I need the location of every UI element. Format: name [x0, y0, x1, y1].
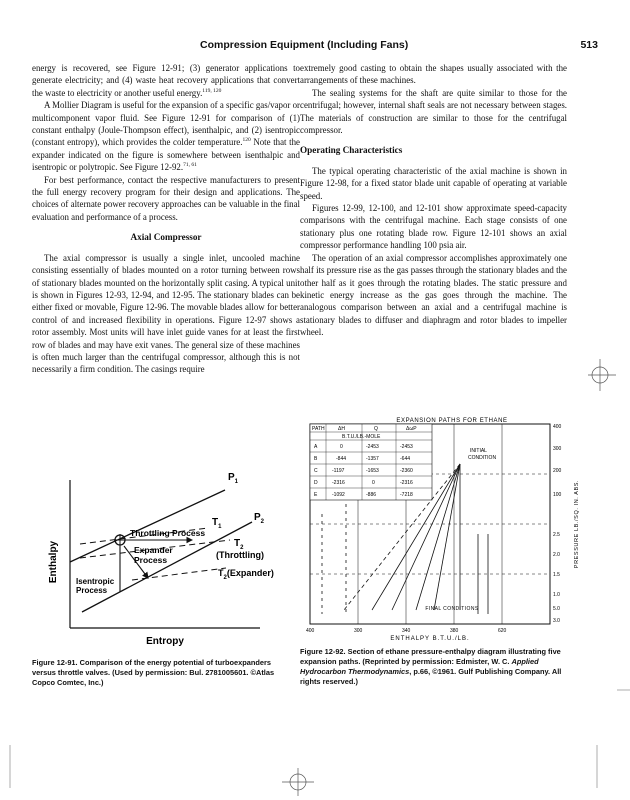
table-cell: -2360 [400, 468, 413, 474]
label-condition: CONDITION [468, 455, 497, 461]
y-tick: 400 [553, 424, 562, 430]
figure-12-91-caption: Figure 12-91. Comparison of the energy potential of turboexpanders versus throttle valves. (Used by permission: Bul. 2781005601. ©Atlas Copco Comtec, Inc.) [32, 658, 275, 687]
page-number: 513 [580, 39, 598, 51]
figure-12-91-diagram [40, 462, 280, 657]
y-ticks [553, 424, 562, 624]
label-isentropic-process: Process [76, 586, 108, 595]
table-cell: C [314, 468, 318, 474]
label-expander: Expander [134, 545, 173, 555]
table-cell: -1357 [366, 456, 379, 462]
y-axis-label: Enthalpy [48, 540, 59, 584]
registration-mark [588, 355, 618, 395]
table-cell: 0 [372, 480, 375, 486]
y-tick: 1.0 [553, 592, 560, 598]
table-cell: -1653 [366, 468, 379, 474]
table-header: ΔωP [406, 426, 417, 432]
x-tick: 380 [450, 628, 459, 634]
left-column [32, 62, 300, 376]
label-t1: $T_1$ [212, 517, 222, 530]
x-axis-label: Entropy [146, 636, 184, 647]
table-cell: -644 [400, 456, 411, 462]
paragraph: energy is recovered, see Figure 12-91; (3) generator applications to generate electricity; and (4) waste heat recovery applications that convert the waste to electricity or another useful energy.$^{119, 120}$ [32, 63, 300, 98]
table-header: PATH [312, 426, 325, 432]
x-tick: 300 [354, 628, 363, 634]
x-ticks [306, 628, 507, 634]
table-cell: D [314, 480, 318, 486]
y-tick: 1.5 [553, 572, 560, 578]
paragraph: Figures 12-99, 12-100, and 12-101 show approximate speed-capacity comparisons with the centrifugal machine. Each stage consists of one stationary plus one rotating blade row. Figure 12-101 shows an axial compressor performance handling 100 psia air. [300, 203, 567, 251]
table-cell: -1092 [332, 492, 345, 498]
paragraph: For best performance, contact the respective manufacturers to present the full energy recovery program for their design and applications. The choices of alternate power recovery approaches can be valuable in the final evaluation and performance of a process. [32, 174, 300, 222]
label-expander-process: Process [134, 555, 168, 565]
y-tick: 300 [553, 446, 562, 452]
label-t2: $T_2$ [234, 538, 244, 551]
label-final: FINAL CONDITIONS [425, 606, 479, 612]
table-cell: -1197 [332, 468, 345, 474]
table-cell: -2453 [400, 444, 413, 450]
y-tick: 200 [553, 468, 562, 474]
running-title: Compression Equipment (Including Fans) [200, 39, 409, 51]
paragraph: The sealing systems for the shaft are quite similar to those for the centrifugal; however, internal shaft seals are not necessary between stages. The materials of construction are similar to those for the centrifugal compressor. [300, 87, 567, 136]
table-cell: -2453 [366, 444, 379, 450]
paragraph: The axial compressor is usually a single inlet, uncooled machine consisting essentially of blades mounted on a rotor turning between rows of stationary blades mounted on the horizontally split casing. A typical unit is shown in Figures 12-93, 12-94, and 12-95. The stationary blades can be either fixed or movable, Figure 12-96. The movable blades allow for better control of and increased flexibility in operations. Figure 12-97 shows a rotor assembly. Most units will have inlet guide vanes for at least the first row of blades and may have exit vanes. The general size of these machines is often much larger than the centrifugal compressor, although this is not necessarily a firm condition. The casings require [32, 252, 300, 375]
x-tick: 620 [498, 628, 507, 634]
table-cell: B [314, 456, 318, 462]
table-cell: -2316 [332, 480, 345, 486]
label-throttling-process: Throttling Process [130, 528, 206, 538]
x-tick: 340 [402, 628, 411, 634]
table-cell: -7218 [400, 492, 413, 498]
table-cell: -886 [366, 492, 377, 498]
table-cell: E [314, 492, 318, 498]
y-tick: 5.0 [553, 606, 560, 612]
y-tick: 2.5 [553, 532, 560, 538]
section-heading: Operating Characteristics [300, 145, 403, 156]
x-axis-label: ENTHALPY B.T.U./LB. [390, 636, 470, 642]
isotherm-t2-expander [132, 568, 226, 580]
table-cell: -844 [336, 456, 347, 462]
y-axis-label: PRESSURE LB./SQ. IN. ABS. [574, 479, 580, 569]
table-header: Q [374, 426, 378, 432]
label-throttling-paren: (Throttling) [216, 550, 264, 560]
paragraph: The operation of an axial compressor accomplishes approximately one half its pressure rise as the gas passes through the stationary blades and the other half as it goes through the rotating blades. The static pressure and kinetic energy increase as the gas goes through the machine. The analogous comparison between an axial and a centrifugal machine is stationary blades to diffuser and diaphragm and rotor blades to impeller wheel. [300, 252, 567, 338]
table-units: B.T.U./LB.-MOLE [342, 434, 381, 440]
expansion-table [310, 424, 432, 500]
y-tick: 3.0 [553, 618, 560, 624]
right-column [300, 62, 567, 339]
label-initial: INITIAL [470, 448, 487, 454]
y-tick: 2.0 [553, 552, 560, 558]
label-p1: $P_1$ [228, 472, 239, 485]
paragraph: A Mollier Diagram is useful for the expansion of a specific gas/vapor or multicomponent vapor fluid. See Figure 12-91 for comparison of (1) constant enthalpy (Joule-Thompson effect), isenthalpic, and (2) isentropic (constant entropy), which provides the colder temperature.$^{120}$ Note that the expander indicated on the figure is somewhere between isenthalpic and isentropic or polytropic. See Figure 12-92.$^{71, 61}$ [32, 100, 300, 173]
paragraph: The typical operating characteristic of the axial machine is shown in Figure 12-98, for a fixed stator blade unit capable of operating at variable speed. [300, 165, 567, 201]
label-t2-expander: $T_2(Expander)$ [218, 568, 274, 581]
table-cell: A [314, 444, 318, 450]
table-header: ΔH [338, 426, 345, 432]
table-cell: 0 [340, 444, 343, 450]
section-heading: Axial Compressor [130, 232, 202, 243]
y-tick: 100 [553, 492, 562, 498]
page-header [32, 39, 598, 55]
label-p2: $P_2$ [254, 512, 265, 525]
figure-12-92-caption: Figure 12-92. Section of ethane pressure-enthalpy diagram illustrating five expansion paths. (Reprinted by permission: Edmister, W. C. Applied Hydrocarbon Thermodynamics, p.66, ©1961. Gulf Publishing Company. All rights reserved.) [300, 647, 562, 686]
figure-12-92-diagram [302, 414, 598, 644]
chart-title: EXPANSION PATHS FOR ETHANE [396, 418, 508, 424]
label-isentropic: Isentropic [76, 577, 115, 586]
x-tick: 400 [306, 628, 315, 634]
table-cell: -2316 [400, 480, 413, 486]
paragraph: extremely good casting to obtain the shapes usually associated with the arrangements of these machines. [300, 63, 567, 86]
